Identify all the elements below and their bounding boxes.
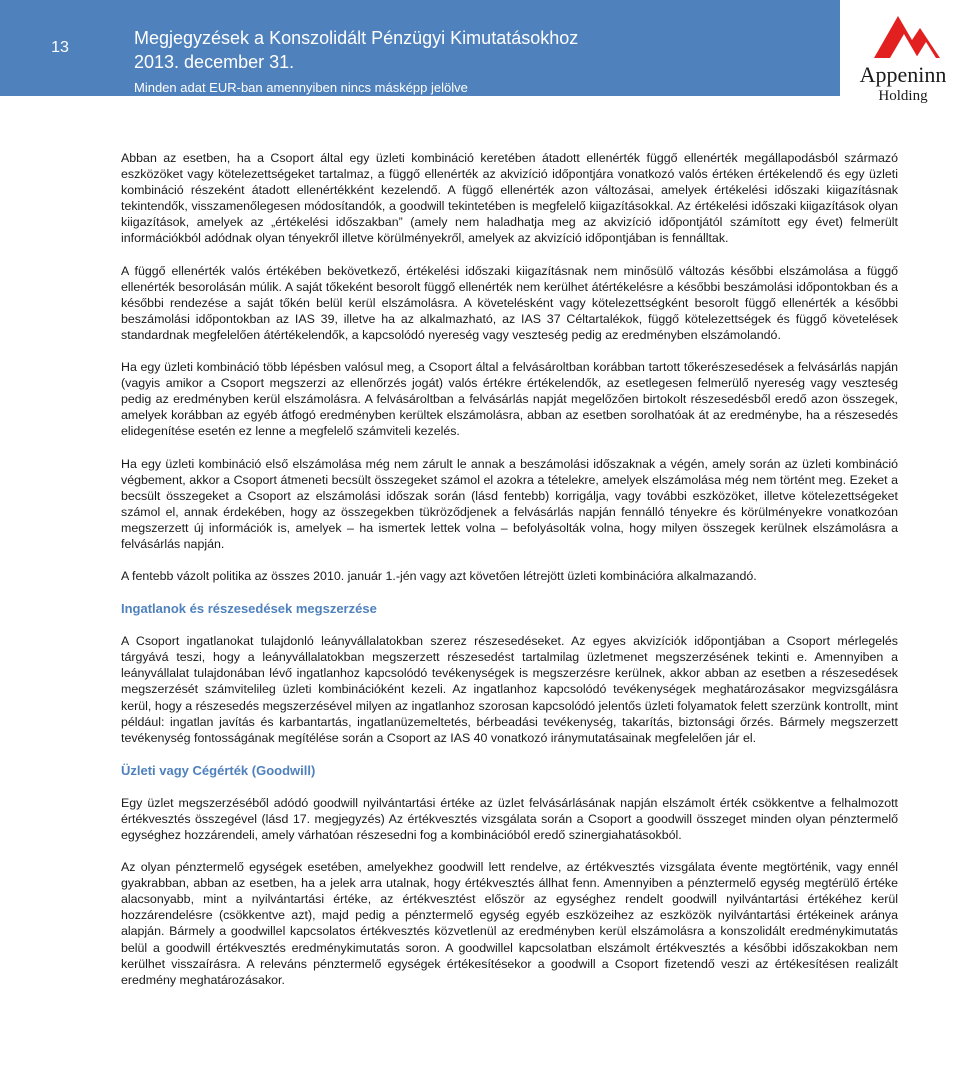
paragraph-later-accounting: A függő ellenérték valós értékében bekövetkező, értékelési időszaki kiigazításnak nem minősülő változás későbbi elszámolása a függő ellenérték besorolásán múlik. A saját tőkeként besorolt függő ellenérték nem kerülhet átértékelésre a későbbi beszámolási időpontokban és a későbbi rendezése a saját tőkén belül kerül elszámolásra. A követelésként vagy kötelezettségként besorolt függő ellenérték a későbbi beszámolási időpontokban az IAS 39, illetve ha az alkalmazható, az IAS 37 Céltartalékok, függő kötelezettségek és függő követelések standardnak megfelelően átértékelendők, a kapcsolódó nyereség vagy veszteség pedig az eredményben elszámolandó. [121,263,898,342]
paragraph-policy-scope: A fentebb vázolt politika az összes 2010. január 1.-jén vagy azt követően létrejött üzleti kombinációra alkalmazandó. [121,569,757,584]
paragraph-goodwill-impairment: Az olyan pénztermelő egységek esetében, amelyekhez goodwill lett rendelve, az értékvesztés vizsgálata évente megtörténik, vagy ennél gyakrabban, abban az esetben, ha a jelek arra utalnak, hogy értékvesztés állhat fenn. Amennyiben a pénztermelő egység megtérülő értéke alacsonyabb, mint a nyilvántartási értéke, az értékvesztést először az egységhez rendelt goodwill nyilvántartási értékéhez kerül hozzárendelésre (csökkentve azt), majd pedig a pénztermelő egység egyéb eszközeihez az eszközök nyilvántartási értékeinek aránya alapján. Bármely a goodwillel kapcsolatos értékvesztés közvetlenül az eredményben kerül elszámolásra a konszolidált eredménykimutatás belül a goodwill értékvesztés eredménykimutatás soron. A goodwillel kapcsolatban elszámolt értékvesztés a későbbi időszakokban nem kerülhet visszaírásra. A releváns pénztermelő egységek értékesítésekor a goodwill a Csoport fizetendő veszi az értékesítésen realizált eredmény meghatározásakor. [121,860,898,987]
page-number: 13 [51,39,69,56]
title-line-1: Megjegyzések a Konszolidált Pénzügyi Kimutatásokhoz [134,28,579,48]
company-logo [846,10,960,106]
logo-name: Appeninn [859,62,947,87]
heading-goodwill: Üzleti vagy Cégérték (Goodwill) [121,762,316,778]
paragraph-provisional-amounts: Ha egy üzleti kombináció első elszámolása még nem zárult le annak a beszámolási időszaknak a végén, amely során az üzleti kombináció végbement, akkor a Csoport átmeneti becsült összegeket számol el azokra a tételekre, amelyek elszámolása még nem történt meg. Ezeket a becsült összegeket a Csoport az elszámolási időszak során (lásd fentebb) korrigálja, vagy további eszközöket, illetve kötelezettségeket számol el, annak érdekében, hogy az összegekben tükröződjenek a felvásárlás napján fennálló tényekre és körülményekre vonatkozóan megszerzett új információk is, amelyek – ha ismertek lettek volna – befolyásolták volna, hogy milyen összegek kerülnek elszámolásra a felvásárlás napján. [121,456,898,551]
paragraph-step-acquisition: Ha egy üzleti kombináció több lépésben valósul meg, a Csoport által a felvásároltban korábban tartott tőkerészesedések a felvásárlás napján (vagyis amikor a Csoport megszerzi az ellenőrzés jogát) valós értékre értékelendők, az esetlegesen felmerülő nyereség vagy veszteség pedig az eredményben kerül elszámolásra. A felvásároltban a felvásárlás napját megelőzően birtokolt részesedésből eredő azon összegek, amelyek korábban az egyéb átfogó eredményben kerültek elszámolásra, abban az esetben sorolhatóak át az eredménybe, ha a részesedés elidegenítése esetén ez lenne a megfelelő számviteli kezelés. [121,360,898,439]
document-title [134,26,578,74]
paragraph-property-acquisitions: A Csoport ingatlanokat tulajdonló leányvállalatokban szerez részesedéseket. Az egyes akvizíciók időpontjában a Csoport mérlegelés tárgyává teszi, hogy a leányvállalatokban megszerzett részesedést tartalmilag üzletmenet megszerzésének tekinti e. Amennyiben a leányvállalat tulajdonában lévő ingatlanhoz kapcsolódó tevékenységek is megszerzésre kerülnek, akkor abban az esetben a részesedések megszerzését számvitelileg üzleti kombinációként kezeli. Az ingatlanhoz kapcsolódó tevékenységek meghatározásakor megvizsgálásra kerül, hogy a részesedés megszerzésével milyen az ingatlanhoz szorosan kapcsolódó jelentős üzleti folyamatok felett szerzünk kontrollt, mint például: ingatlan javítás és karbantartás, ingatlanüzemeltetés, bérbeadási tevékenység, takarítás, biztonsági őrzés. Bármely megszerzett tevékenység fontosságának megítélése során a Csoport az IAS 40 vonatkozó iránymutatásainak megfelelően jár el. [121,634,898,745]
paragraph-contingent-consideration: Abban az esetben, ha a Csoport által egy üzleti kombináció keretében átadott ellenérték függő ellenérték megállapodásból származó eszközöket vagy kötelezettségeket tartalmaz, a függő ellenérték az akvizíció időpontjára vonatkozó valós értéken értékelendő és egy üzleti kombináció részeként átadott ellenértékként kezelendő. A függő ellenérték azon változásai, amelyek értékelési időszaki kiigazításnak tekintendők, visszamenőlegesen módosítandók, a goodwill tekintetében is megfelelő kiigazításokkal. Az értékelési időszaki kiigazítások olyan kiigazítások, amelyek az „értékelési időszakban” (amely nem haladhatja meg az akvizíció időpontjától számított egy évet) felmerült információkból adódnak olyan tényekről illetve körülményekről, amelyek az akvizíció időpontjában is fennálltak. [121,151,898,246]
paragraph-goodwill-carrying: Egy üzlet megszerzéséből adódó goodwill nyilvántartási értéke az üzlet felvásárlásának napján elszámolt érték csökkentve a felhalmozott értékvesztés összegével (lásd 17. megjegyzés) Az értékvesztés vizsgálata során a Csoport a goodwill összeget minden olyan pénztermelő egységhez hozzárendeli, amely várhatóan részesedni fog a kombinációból eredő szinergiahatásokból. [121,795,898,842]
mountain-logo-icon [846,10,960,66]
page-number-box [0,0,120,96]
currency-note: Minden adat EUR-ban amennyiben nincs másképp jelölve [134,80,468,95]
header-band [120,0,840,96]
title-line-2: 2013. december 31. [134,52,295,72]
heading-property-acquisitions: Ingatlanok és részesedések megszerzése [121,601,377,617]
page-content [121,150,898,1004]
logo-sub: Holding [878,88,928,104]
